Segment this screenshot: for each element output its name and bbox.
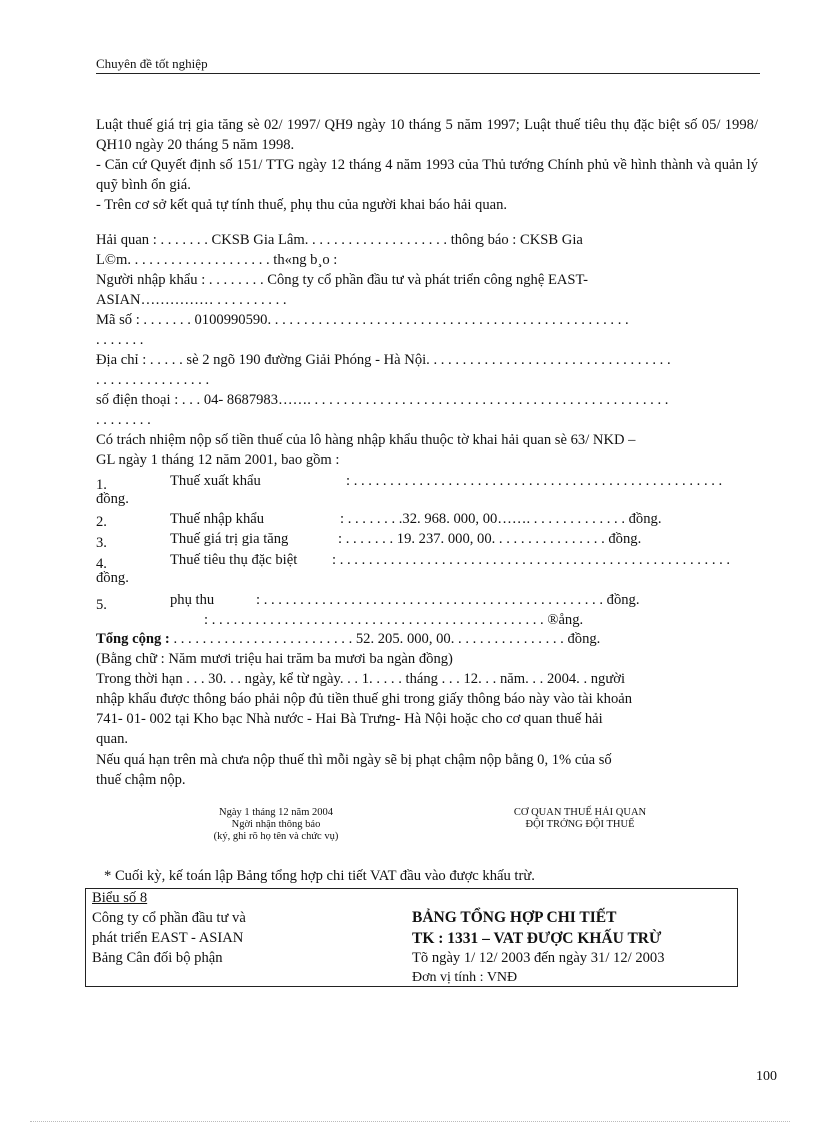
form-header-box [85, 888, 738, 987]
address-line: Địa chỉ : . . . . . sè 2 ngõ 190 đường Giải Phóng - Hà Nội. . . . . . . . . . . . . . . . . . . . . . . . . . . . . . . . . . [96, 352, 671, 368]
signature-title: ĐỘI TRỞNG ĐỘI THUẾ [525, 819, 635, 830]
item-number: 1. [96, 477, 107, 493]
total-label: Tổng cộng : [96, 631, 170, 647]
recipient-signature-block [176, 807, 376, 843]
signature-recipient: Ngời nhận thông báo [231, 819, 321, 830]
responsibility-line-cont: GL ngày 1 tháng 12 năm 2001, bao gồm : [96, 452, 340, 468]
penalty-line: thuế chậm nộp. [96, 772, 186, 788]
running-header: Chuyên đề tốt nghiệp [96, 56, 208, 71]
item-value: : . . . . . . . . . . . . . . . . . . . . . . . . . . . . . . . . . . . . . . . . . . . . . . . . . . . [346, 473, 723, 489]
item-value-cont: đồng. [96, 491, 129, 507]
penalty-line: Nếu quá hạn trên mà chưa nộp thuế thì mỗi ngày sẽ bị phạt chậm nộp bằng 0, 1% của số [96, 752, 612, 768]
customs-office-line: Hải quan : . . . . . . . CKSB Gia Lâm. . . . . . . . . . . . . . . . . . . . thông báo : CKSB Gia [96, 232, 583, 248]
report-period: Tõ ngày 1/ 12/ 2003 đến ngày 31/ 12/ 2003 [412, 950, 665, 966]
customs-signature-block [480, 807, 680, 831]
deadline-line: 741- 01- 002 tại Kho bạc Nhà nước - Hai Bà Trưng- Hà Nội hoặc cho cơ quan thuế hải [96, 711, 603, 727]
item-label: Thuế giá trị gia tăng [170, 531, 289, 547]
responsibility-line: Có trách nhiệm nộp số tiền thuế của lô hàng nhập khẩu thuộc tờ khai hải quan sè 63/ NKD – [96, 432, 636, 448]
intro-paragraph-2: - Căn cứ Quyết định số 151/ TTG ngày 12 tháng 4 năm 1993 của Thủ tướng Chính phủ về hình thành và quản lý quỹ bình ổn giá. [96, 157, 758, 193]
signature-date: Ngày 1 tháng 12 năm 2004 [218, 807, 334, 818]
total-line [96, 630, 600, 649]
customs-office-line-cont: L©m. . . . . . . . . . . . . . . . . . . . th«ng b¸o : [96, 252, 338, 268]
closing-note: * Cuối kỳ, kế toán lập Bảng tổng hợp chi tiết VAT đầu vào được khấu trừ. [104, 868, 535, 884]
item-number: 3. [96, 535, 107, 551]
company-name-cont: phát triển EAST - ASIAN [92, 930, 244, 946]
intro-paragraph-1: Luật thuế giá trị gia tăng sè 02/ 1997/ QH9 ngày 10 tháng 5 năm 1997; Luật thuế tiêu thụ đặc biệt số 05/ 1998/ QH10 ngày 20 tháng 5 năm 1998. [96, 117, 758, 153]
importer-line-cont: ASIAN…………… . . . . . . . . . . [96, 292, 287, 308]
item-number: 2. [96, 514, 107, 530]
item-value-cont: : . . . . . . . . . . . . . . . . . . . . . . . . . . . . . . . . . . . . . . . . . . . . . . ®ång. [204, 612, 584, 628]
report-title: BẢNG TỔNG HỢP CHI TIẾT [412, 909, 617, 926]
tax-code-line-cont: . . . . . . . [96, 332, 144, 348]
item-label: Thuế nhập khẩu [170, 511, 265, 527]
amount-in-words: (Bằng chữ : Năm mươi triệu hai trăm ba mươi ba ngàn đồng) [96, 651, 453, 667]
tax-code-line: Mã số : . . . . . . . 0100990590. . . . . . . . . . . . . . . . . . . . . . . . . . . . . . . . . . . . . . . . . . . . . . . . . . [96, 312, 629, 328]
item-label: phụ thu [170, 592, 215, 608]
item-number: 4. [96, 556, 107, 572]
importer-line: Người nhập khẩu : . . . . . . . . Công ty cổ phần đầu tư và phát triển công nghệ EAST- [96, 272, 588, 288]
header-rule [96, 73, 760, 74]
deadline-line: Trong thời hạn . . . 30. . . ngày, kể từ ngày. . . 1. . . . . tháng . . . 12. . . năm. . . 2004. . người [96, 671, 626, 687]
report-unit: Đơn vị tính : VNĐ [412, 970, 518, 985]
signature-instruction: (ký, ghi rõ họ tên và chức vụ) [213, 831, 339, 842]
item-value-cont: đồng. [96, 570, 129, 586]
page-number: 100 [756, 1069, 777, 1084]
item-label: Thuế tiêu thụ đặc biệt [170, 552, 298, 568]
page-bottom-divider [30, 1121, 790, 1122]
intro-paragraph-3: - Trên cơ sở kết quả tự tính thuế, phụ thu của người khai báo hải quan. [96, 197, 508, 213]
item-value: : . . . . . . . .32. 968. 000, 00……. . . . . . . . . . . . . . đồng. [340, 511, 662, 527]
report-account: TK : 1331 – VAT ĐƯỢC KHẤU TRỪ [412, 930, 662, 947]
item-value: : . . . . . . . . . . . . . . . . . . . . . . . . . . . . . . . . . . . . . . . . . . . . . . . đồng. [256, 592, 640, 608]
address-line-cont: . . . . . . . . . . . . . . . . [96, 372, 210, 388]
phone-line-cont: . . . . . . . . [96, 412, 151, 428]
item-value: : . . . . . . . . . . . . . . . . . . . . . . . . . . . . . . . . . . . . . . . . . . . . . . . . . . . . . . [332, 552, 731, 568]
form-number: Biểu số 8 [92, 890, 148, 906]
deadline-line: quan. [96, 731, 129, 747]
signature-agency: CƠ QUAN THUẾ HẢI QUAN [513, 807, 647, 818]
deadline-line: nhập khẩu được thông báo phải nộp đủ tiền thuế ghi trong giấy thông báo này vào tài khoản [96, 691, 633, 707]
phone-line: số điện thoại : . . . 04- 8687983……. . . . . . . . . . . . . . . . . . . . . . . . . . . . . . . . . . . . . . . . . . . . . . . . . . [96, 392, 669, 408]
company-name: Công ty cổ phần đầu tư và [92, 910, 246, 926]
item-value: : . . . . . . . 19. 237. 000, 00. . . . . . . . . . . . . . . . đồng. [338, 531, 642, 547]
item-number: 5. [96, 597, 107, 613]
total-value: . . . . . . . . . . . . . . . . . . . . . . . . . 52. 205. 000, 00. . . . . . . . . . . . . . . . đồng. [169, 631, 601, 647]
item-label: Thuế xuất khẩu [170, 473, 261, 489]
department-name: Bảng Cân đối bộ phận [92, 950, 223, 966]
